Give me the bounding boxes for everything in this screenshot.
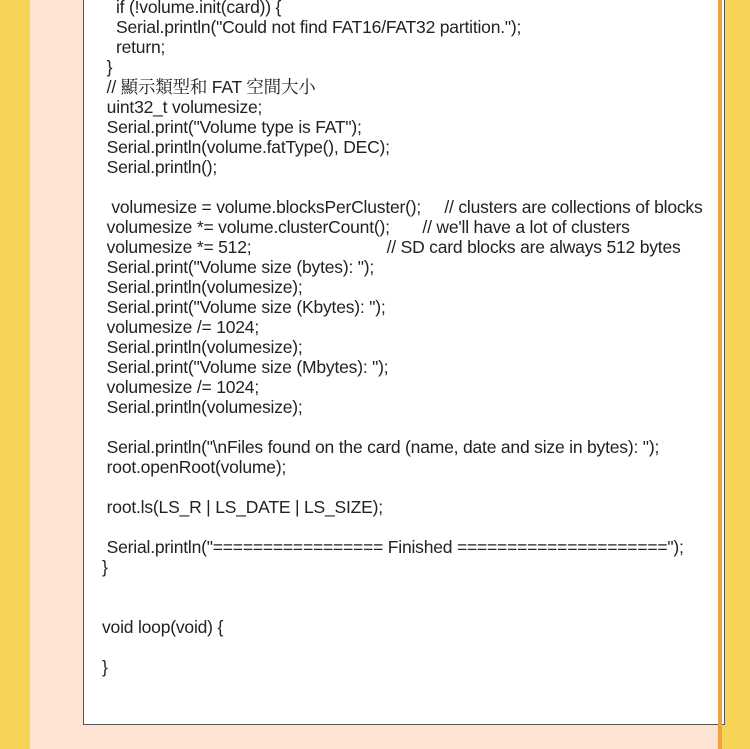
code-line: Serial.println("\nFiles found on the card (name, date and size in bytes): "); xyxy=(102,437,660,457)
code-line: Serial.print("Volume type is FAT"); xyxy=(102,117,362,137)
code-line: } xyxy=(102,557,108,577)
code-line: Serial.println(volumesize); xyxy=(102,277,303,297)
code-line: } xyxy=(102,657,108,677)
code-line: volumesize = volume.blocksPerCluster(); // clusters are collections of blocks xyxy=(102,197,703,217)
code-line: Serial.print("Volume size (bytes): "); xyxy=(102,257,375,277)
code-line: Serial.println(volumesize); xyxy=(102,397,303,417)
code-line xyxy=(102,517,712,537)
code-line: volumesize *= volume.clusterCount(); // we'll have a lot of clusters xyxy=(102,217,630,237)
code-line: Serial.println(volume.fatType(), DEC); xyxy=(102,137,390,157)
code-line: // 顯示類型和 FAT 空間大小 xyxy=(102,77,316,97)
right-accent-line xyxy=(718,0,722,749)
code-line: Serial.print("Volume size (Kbytes): "); xyxy=(102,297,386,317)
code-line: Serial.println(volumesize); xyxy=(102,337,303,357)
content-panel xyxy=(30,0,720,749)
code-listing xyxy=(102,0,712,677)
code-line: uint32_t volumesize; xyxy=(102,97,263,117)
code-line: root.openRoot(volume); xyxy=(102,457,287,477)
code-line: Serial.println("================= Finished ====================="); xyxy=(102,537,684,557)
code-line: } xyxy=(102,57,113,77)
code-line: volumesize /= 1024; xyxy=(102,377,259,397)
code-line xyxy=(102,477,712,497)
code-line: volumesize *= 512; // SD card blocks are always 512 bytes xyxy=(102,237,681,257)
code-line xyxy=(102,597,712,617)
code-line: Serial.println(); xyxy=(102,157,218,177)
code-line: return; xyxy=(102,37,166,57)
code-line xyxy=(102,637,712,657)
code-line xyxy=(102,177,712,197)
left-border-stripe xyxy=(0,0,30,749)
code-line: void loop(void) { xyxy=(102,617,224,637)
code-line: Serial.println("Could not find FAT16/FAT32 partition."); xyxy=(102,17,522,37)
code-block xyxy=(83,0,725,725)
code-line: root.ls(LS_R | LS_DATE | LS_SIZE); xyxy=(102,497,383,517)
code-line xyxy=(102,417,712,437)
code-line: Serial.print("Volume size (Mbytes): "); xyxy=(102,357,389,377)
code-line xyxy=(102,577,712,597)
code-line: volumesize /= 1024; xyxy=(102,317,259,337)
code-line: if (!volume.init(card)) { xyxy=(102,0,282,17)
